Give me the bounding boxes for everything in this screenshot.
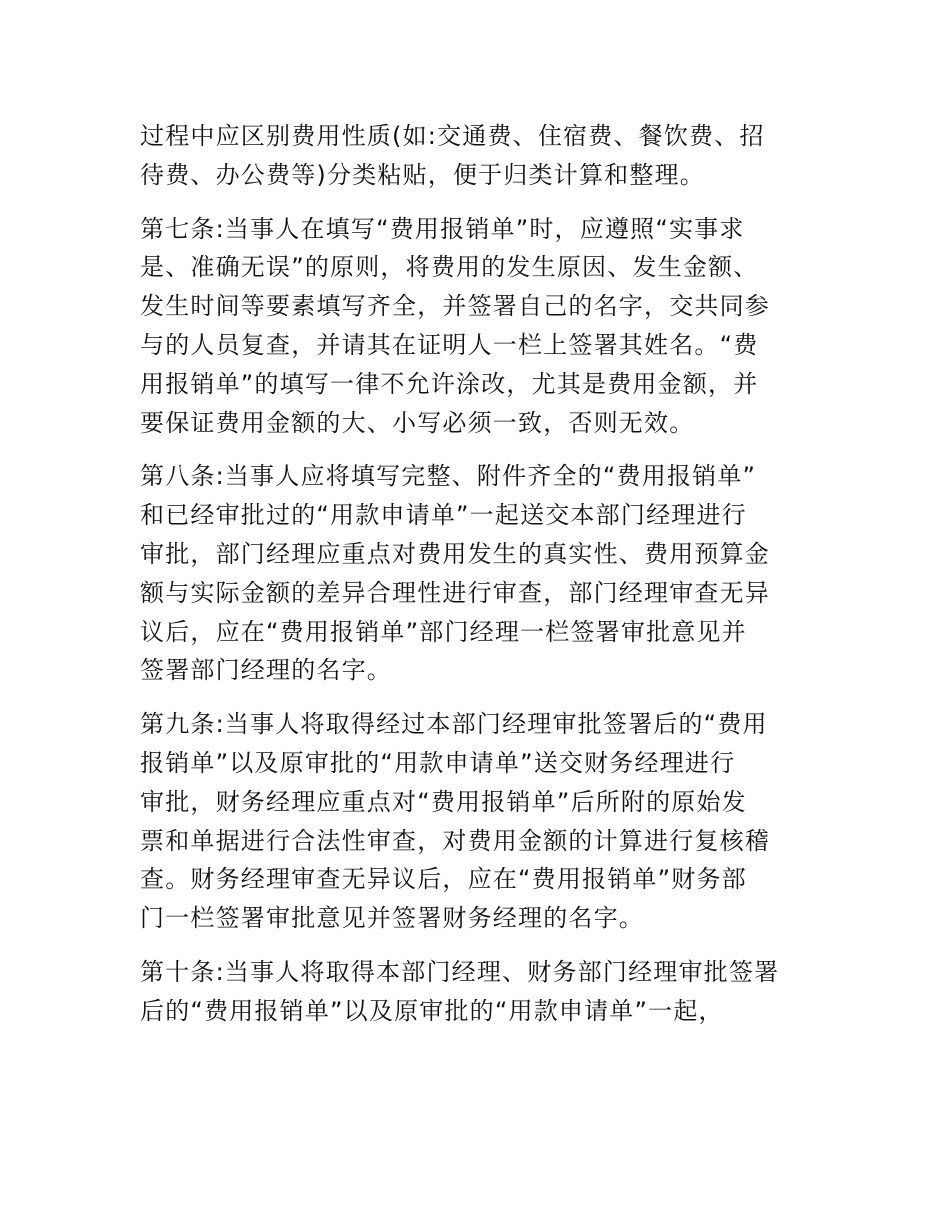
paragraph-continued bbox=[140, 117, 810, 195]
paragraph-article-7 bbox=[140, 210, 810, 443]
text-line: 用报销单”的填写一律不允许涂改，尤其是费用金额，并 bbox=[140, 369, 759, 398]
text-line: 要保证费用金额的大、小写必须一致，否则无效。 bbox=[140, 408, 695, 437]
text-line: 与的人员复查，并请其在证明人一栏上签署其姓名。“费 bbox=[140, 330, 759, 359]
paragraph-article-9 bbox=[140, 705, 810, 938]
text-line: 额与实际金额的差异合理性进行审查，部门经理审查无异 bbox=[140, 578, 770, 607]
text-line: 过程中应区别费用性质(如:交通费、住宿费、餐饮费、招 bbox=[140, 122, 765, 150]
paragraph-article-8 bbox=[140, 457, 810, 690]
text-line: 审批，部门经理应重点对费用发生的真实性、费用预算金 bbox=[140, 539, 770, 568]
text-line: 发生时间等要素填写齐全，并签署自己的名字，交共同参 bbox=[140, 292, 770, 321]
text-line: 待费、办公费等)分类粘贴，便于归类计算和整理。 bbox=[140, 160, 705, 189]
paragraph-article-10 bbox=[140, 953, 810, 1031]
text-line: 签署部门经理的名字。 bbox=[140, 656, 392, 685]
text-line: 和已经审批过的“用款申请单”一起送交本部门经理进行 bbox=[140, 501, 747, 530]
text-line: 第十条:当事人将取得本部门经理、财务部门经理审批签署 bbox=[140, 957, 780, 986]
text-line: 后的“费用报销单”以及原审批的“用款申请单”一起， bbox=[140, 996, 724, 1025]
document-body bbox=[140, 117, 810, 1046]
text-line: 第八条:当事人应将填写完整、附件齐全的“费用报销单” bbox=[140, 462, 757, 491]
text-line: 第九条:当事人将取得经过本部门经理审批签署后的“费用 bbox=[140, 710, 768, 739]
text-line: 议后，应在“费用报销单”部门经理一栏签署审批意见并 bbox=[140, 617, 747, 646]
text-line: 门一栏签署审批意见并签署财务经理的名字。 bbox=[140, 904, 644, 933]
text-line: 查。财务经理审查无异议后，应在“费用报销单”财务部 bbox=[140, 865, 747, 894]
text-line: 审批，财务经理应重点对“费用报销单”后所附的原始发 bbox=[140, 787, 747, 816]
text-line: 是、准确无误”的原则，将费用的发生原因、发生金额、 bbox=[140, 253, 759, 282]
text-line: 票和单据进行合法性审查，对费用金额的计算进行复核稽 bbox=[140, 826, 770, 855]
text-line: 报销单”以及原审批的“用款申请单”送交财务经理进行 bbox=[140, 748, 736, 777]
text-line: 第七条:当事人在填写“费用报销单”时，应遵照“实事求 bbox=[140, 214, 745, 243]
